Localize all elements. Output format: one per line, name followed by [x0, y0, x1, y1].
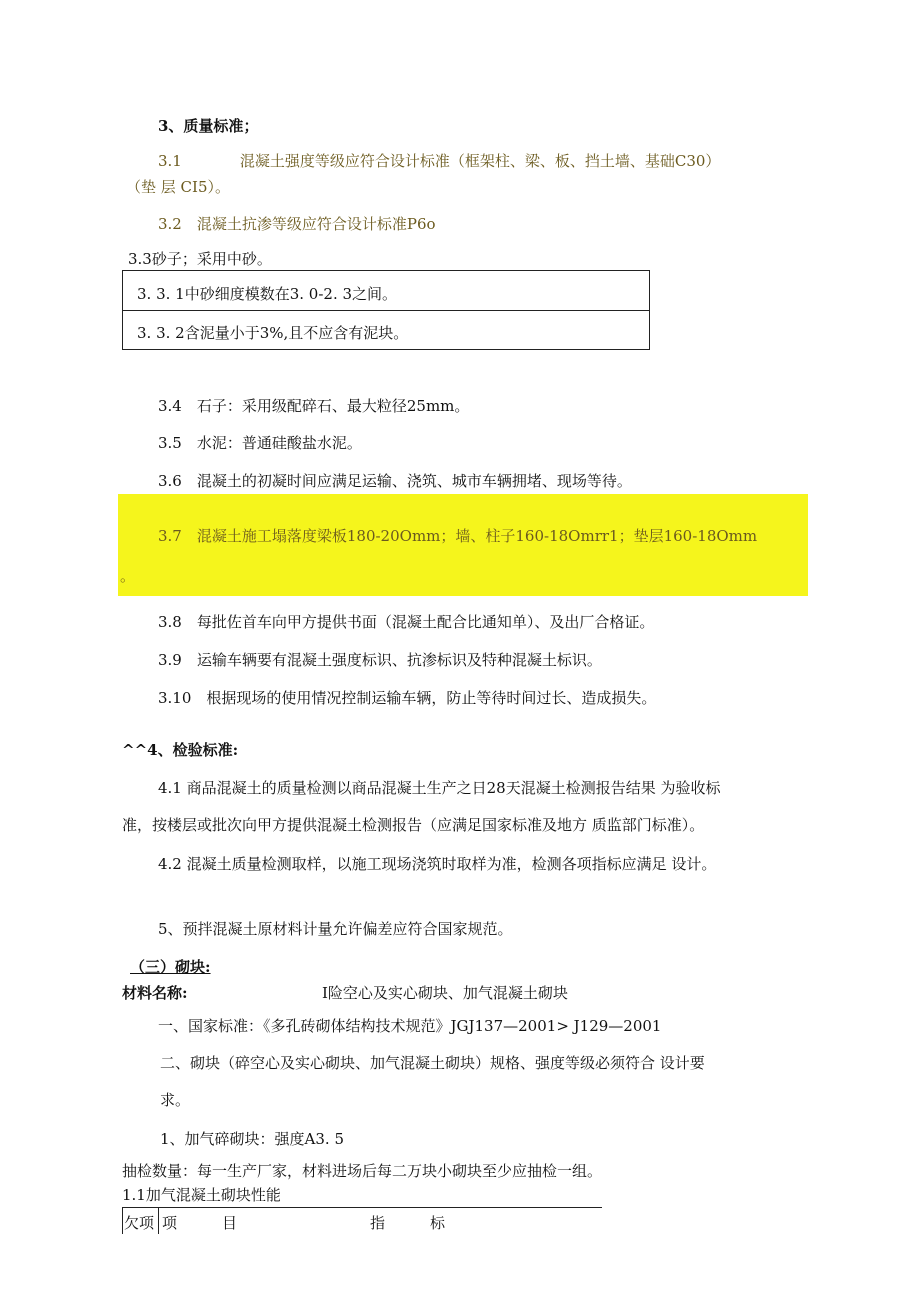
block-requirement-line-2: 求。 — [160, 1091, 191, 1109]
national-standard: 一、国家标准：《多孔砖砌体结构技术规范》JGJ137—2001> J129—2001 — [158, 1017, 662, 1035]
para-3-1 — [158, 151, 720, 171]
para-4-1-line-1: 4.1 商品混凝土的质量检测以商品混凝土生产之日28天混凝土检测报告结果 为验收标 — [158, 779, 721, 797]
para-3-6: 3.6 混凝土的初凝时间应满足运输、浇筑、城市车辆拥堵、现场等待。 — [158, 472, 632, 490]
table-header-index: 指 标 — [370, 1214, 446, 1232]
masonry-heading: （三）砌块: — [130, 958, 211, 976]
para-3-8: 3.8 每批佐首车向甲方提供书面（混凝土配合比通知单）、及出厂合格证。 — [158, 613, 655, 631]
table-cell-border — [122, 1208, 123, 1234]
para-3-10: 3.10 根据现场的使用情况控制运输车辆，防止等待时间过长、造成损失。 — [158, 689, 657, 707]
para-3-1-number: 3.1 — [158, 152, 182, 170]
table-header-item: 项 目 — [162, 1214, 238, 1232]
para-3-1-text: 混凝土强度等级应符合设计标准（框架柱、梁、板、挡土墙、基础C30） — [239, 152, 721, 170]
aerated-block-strength: 1、加气碎砌块：强度A3. 5 — [160, 1130, 344, 1148]
para-3-5: 3.5 水泥：普通硅酸盐水泥。 — [158, 434, 362, 452]
sand-spec-box — [122, 270, 650, 350]
para-4-1-line-2: 准，按楼层或批次向甲方提供混凝土检测报告（应满足国家标准及地方 质监部门标准）。 — [122, 816, 705, 834]
para-3-2: 3.2 混凝土抗渗等级应符合设计标准P6o — [158, 215, 436, 233]
table-header-seq: 欠项 — [124, 1214, 155, 1232]
para-3-1-continued: （垫 层 CI5）。 — [126, 178, 230, 196]
para-3-4: 3.4 石子：采用级配碎石、最大粒径25mm。 — [158, 397, 470, 415]
table-title: 1.1加气混凝土砌块性能 — [122, 1186, 281, 1204]
section-3-heading: 3、质量标准； — [158, 117, 259, 135]
para-3-7-continued: 。 — [120, 567, 136, 585]
performance-table-header — [122, 1207, 602, 1234]
section-4-heading: ^^4、检验标准: — [122, 741, 239, 759]
sand-spec-row — [123, 271, 649, 311]
block-requirement-line-1: 二、砌块（碎空心及实心砌块、加气混凝土砌块）规格、强度等级必须符合 设计要 — [160, 1054, 705, 1072]
sampling-quantity: 抽检数量：每一生产厂家，材料进场后每二万块小砌块至少应抽检一组。 — [122, 1162, 603, 1180]
para-3-9: 3.9 运输车辆要有混凝土强度标识、抗渗标识及特种混凝土标识。 — [158, 651, 602, 669]
sand-spec-fineness: 3. 3. 1中砂细度模数在3. 0-2. 3之间。 — [137, 285, 398, 303]
material-name-value: I险空心及实心砌块、加气混凝土砌块 — [322, 984, 568, 1002]
sand-spec-mud-content: 3. 3. 2含泥量小于3%,且不应含有泥块。 — [137, 324, 409, 342]
para-3-3: 3.3砂子；采用中砂。 — [128, 250, 272, 268]
para-5: 5、预拌混凝土原材料计量允许偏差应符合国家规范。 — [158, 920, 513, 938]
para-4-2: 4.2 混凝土质量检测取样，以施工现场浇筑时取样为准，检测各项指标应满足 设计。 — [158, 855, 717, 873]
sand-spec-row — [123, 310, 649, 349]
material-name-label: 材料名称: — [122, 984, 188, 1002]
table-cell-border — [158, 1208, 159, 1234]
para-3-7: 3.7 混凝土施工塌落度梁板180-20Omm；墙、柱子160-18Omrr1；垫层160-18Omm — [158, 527, 758, 545]
